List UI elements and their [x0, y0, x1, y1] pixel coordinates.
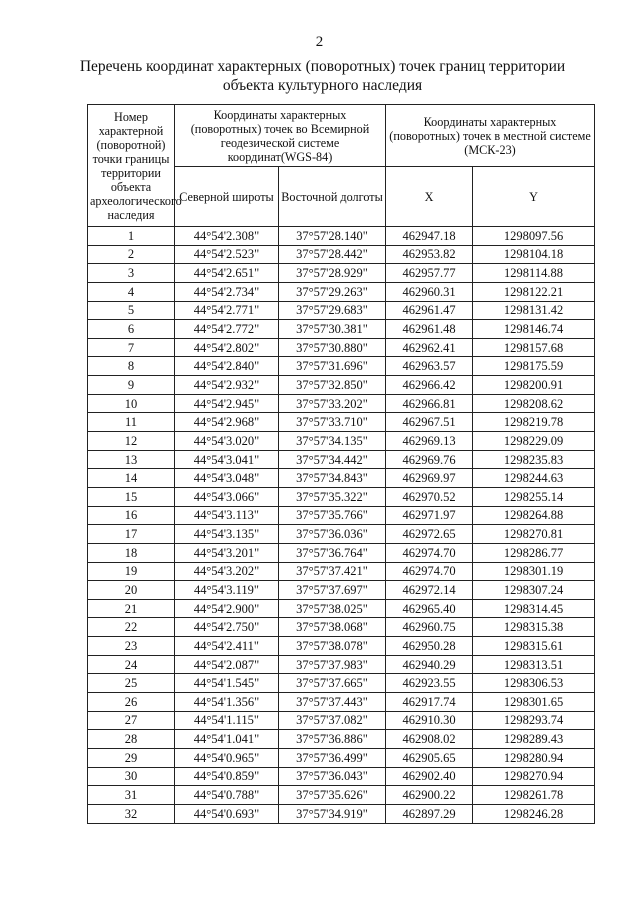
cell-east-longitude: 37°57'35.766" [279, 506, 386, 525]
cell-y: 1298306.53 [473, 674, 595, 693]
cell-point-number: 32 [88, 804, 175, 823]
cell-point-number: 3 [88, 264, 175, 283]
cell-point-number: 6 [88, 320, 175, 339]
table-row [88, 282, 595, 301]
cell-x: 462961.47 [386, 301, 473, 320]
cell-north-latitude: 44°54'0.859" [175, 767, 279, 786]
cell-x: 462947.18 [386, 227, 473, 246]
cell-east-longitude: 37°57'29.263" [279, 282, 386, 301]
cell-y: 1298286.77 [473, 543, 595, 562]
cell-north-latitude: 44°54'2.968" [175, 413, 279, 432]
cell-east-longitude: 37°57'38.025" [279, 599, 386, 618]
cell-east-longitude: 37°57'28.929" [279, 264, 386, 283]
cell-east-longitude: 37°57'36.043" [279, 767, 386, 786]
table-row [88, 469, 595, 488]
cell-x: 462962.41 [386, 338, 473, 357]
table-row [88, 748, 595, 767]
table-row [88, 543, 595, 562]
cell-east-longitude: 37°57'31.696" [279, 357, 386, 376]
cell-east-longitude: 37°57'37.983" [279, 655, 386, 674]
cell-north-latitude: 44°54'1.041" [175, 730, 279, 749]
cell-north-latitude: 44°54'1.545" [175, 674, 279, 693]
cell-point-number: 8 [88, 357, 175, 376]
cell-east-longitude: 37°57'33.710" [279, 413, 386, 432]
cell-north-latitude: 44°54'2.932" [175, 376, 279, 395]
cell-point-number: 24 [88, 655, 175, 674]
header-msk23-group: Координаты характерных (поворотных) точек в местной системе (МСК-23) [386, 105, 595, 167]
cell-x: 462905.65 [386, 748, 473, 767]
cell-east-longitude: 37°57'30.381" [279, 320, 386, 339]
cell-x: 462950.28 [386, 637, 473, 656]
cell-x: 462908.02 [386, 730, 473, 749]
cell-north-latitude: 44°54'3.135" [175, 525, 279, 544]
cell-north-latitude: 44°54'3.119" [175, 581, 279, 600]
cell-x: 462974.70 [386, 543, 473, 562]
cell-point-number: 10 [88, 394, 175, 413]
cell-east-longitude: 37°57'37.665" [279, 674, 386, 693]
cell-x: 462923.55 [386, 674, 473, 693]
cell-north-latitude: 44°54'3.048" [175, 469, 279, 488]
table-row [88, 264, 595, 283]
cell-north-latitude: 44°54'2.750" [175, 618, 279, 637]
cell-north-latitude: 44°54'2.651" [175, 264, 279, 283]
header-point-number: Номер характерной (поворотной) точки границы территории объекта археологического наследия [88, 105, 175, 227]
cell-y: 1298314.45 [473, 599, 595, 618]
table-row [88, 711, 595, 730]
table-row [88, 487, 595, 506]
table-row [88, 301, 595, 320]
document-title [60, 57, 585, 95]
cell-north-latitude: 44°54'2.308" [175, 227, 279, 246]
cell-y: 1298313.51 [473, 655, 595, 674]
cell-x: 462963.57 [386, 357, 473, 376]
cell-east-longitude: 37°57'37.421" [279, 562, 386, 581]
cell-y: 1298208.62 [473, 394, 595, 413]
cell-y: 1298280.94 [473, 748, 595, 767]
cell-east-longitude: 37°57'37.697" [279, 581, 386, 600]
cell-north-latitude: 44°54'3.041" [175, 450, 279, 469]
cell-point-number: 18 [88, 543, 175, 562]
cell-east-longitude: 37°57'36.036" [279, 525, 386, 544]
page-number: 2 [315, 34, 324, 50]
cell-y: 1298235.83 [473, 450, 595, 469]
cell-north-latitude: 44°54'3.201" [175, 543, 279, 562]
cell-x: 462970.52 [386, 487, 473, 506]
cell-x: 462966.81 [386, 394, 473, 413]
cell-point-number: 27 [88, 711, 175, 730]
header-east-longitude: Восточной долготы [279, 167, 386, 227]
cell-x: 462902.40 [386, 767, 473, 786]
table-row [88, 357, 595, 376]
cell-north-latitude: 44°54'3.202" [175, 562, 279, 581]
table-row [88, 655, 595, 674]
cell-east-longitude: 37°57'34.135" [279, 432, 386, 451]
cell-east-longitude: 37°57'38.078" [279, 637, 386, 656]
cell-point-number: 15 [88, 487, 175, 506]
cell-x: 462967.51 [386, 413, 473, 432]
cell-y: 1298307.24 [473, 581, 595, 600]
cell-x: 462965.40 [386, 599, 473, 618]
cell-point-number: 17 [88, 525, 175, 544]
cell-north-latitude: 44°54'0.788" [175, 786, 279, 805]
table-row [88, 338, 595, 357]
cell-x: 462966.42 [386, 376, 473, 395]
cell-y: 1298255.14 [473, 487, 595, 506]
cell-north-latitude: 44°54'1.356" [175, 693, 279, 712]
cell-x: 462969.13 [386, 432, 473, 451]
cell-north-latitude: 44°54'0.693" [175, 804, 279, 823]
cell-east-longitude: 37°57'34.843" [279, 469, 386, 488]
cell-point-number: 19 [88, 562, 175, 581]
cell-point-number: 2 [88, 245, 175, 264]
header-y: Y [473, 167, 595, 227]
cell-north-latitude: 44°54'2.411" [175, 637, 279, 656]
cell-y: 1298097.56 [473, 227, 595, 246]
cell-y: 1298246.28 [473, 804, 595, 823]
table-row [88, 804, 595, 823]
cell-y: 1298114.88 [473, 264, 595, 283]
cell-y: 1298270.81 [473, 525, 595, 544]
cell-north-latitude: 44°54'1.115" [175, 711, 279, 730]
cell-north-latitude: 44°54'3.113" [175, 506, 279, 525]
cell-north-latitude: 44°54'3.066" [175, 487, 279, 506]
cell-north-latitude: 44°54'2.802" [175, 338, 279, 357]
table-body [88, 227, 595, 824]
cell-y: 1298264.88 [473, 506, 595, 525]
cell-north-latitude: 44°54'2.734" [175, 282, 279, 301]
cell-x: 462972.14 [386, 581, 473, 600]
table-row [88, 674, 595, 693]
cell-north-latitude: 44°54'2.523" [175, 245, 279, 264]
cell-north-latitude: 44°54'0.965" [175, 748, 279, 767]
cell-point-number: 29 [88, 748, 175, 767]
cell-point-number: 1 [88, 227, 175, 246]
cell-east-longitude: 37°57'35.322" [279, 487, 386, 506]
table-row [88, 562, 595, 581]
cell-east-longitude: 37°57'37.082" [279, 711, 386, 730]
cell-east-longitude: 37°57'34.919" [279, 804, 386, 823]
cell-y: 1298131.42 [473, 301, 595, 320]
cell-north-latitude: 44°54'2.900" [175, 599, 279, 618]
cell-point-number: 31 [88, 786, 175, 805]
cell-x: 462971.97 [386, 506, 473, 525]
cell-y: 1298146.74 [473, 320, 595, 339]
cell-east-longitude: 37°57'37.443" [279, 693, 386, 712]
cell-y: 1298229.09 [473, 432, 595, 451]
cell-east-longitude: 37°57'36.499" [279, 748, 386, 767]
cell-point-number: 9 [88, 376, 175, 395]
cell-east-longitude: 37°57'29.683" [279, 301, 386, 320]
cell-x: 462940.29 [386, 655, 473, 674]
cell-x: 462957.77 [386, 264, 473, 283]
cell-east-longitude: 37°57'36.764" [279, 543, 386, 562]
cell-y: 1298175.59 [473, 357, 595, 376]
header-north-latitude: Северной широты [175, 167, 279, 227]
cell-x: 462917.74 [386, 693, 473, 712]
cell-y: 1298219.78 [473, 413, 595, 432]
cell-y: 1298293.74 [473, 711, 595, 730]
cell-y: 1298315.38 [473, 618, 595, 637]
title-line-1: Перечень координат характерных (поворотных) точек границ территории [79, 58, 566, 75]
table-row [88, 394, 595, 413]
cell-point-number: 5 [88, 301, 175, 320]
table-row [88, 637, 595, 656]
cell-x: 462969.76 [386, 450, 473, 469]
cell-y: 1298200.91 [473, 376, 595, 395]
header-x: X [386, 167, 473, 227]
cell-point-number: 14 [88, 469, 175, 488]
table-row [88, 227, 595, 246]
cell-point-number: 4 [88, 282, 175, 301]
cell-x: 462974.70 [386, 562, 473, 581]
table-row [88, 432, 595, 451]
cell-point-number: 23 [88, 637, 175, 656]
cell-point-number: 30 [88, 767, 175, 786]
cell-y: 1298157.68 [473, 338, 595, 357]
cell-point-number: 16 [88, 506, 175, 525]
table-row [88, 786, 595, 805]
cell-x: 462960.75 [386, 618, 473, 637]
cell-point-number: 26 [88, 693, 175, 712]
cell-point-number: 13 [88, 450, 175, 469]
cell-y: 1298301.19 [473, 562, 595, 581]
cell-point-number: 11 [88, 413, 175, 432]
title-line-2: объекта культурного наследия [222, 77, 423, 94]
cell-point-number: 25 [88, 674, 175, 693]
cell-y: 1298244.63 [473, 469, 595, 488]
cell-y: 1298261.78 [473, 786, 595, 805]
cell-north-latitude: 44°54'2.840" [175, 357, 279, 376]
cell-east-longitude: 37°57'32.850" [279, 376, 386, 395]
table-row [88, 618, 595, 637]
cell-east-longitude: 37°57'28.140" [279, 227, 386, 246]
cell-east-longitude: 37°57'36.886" [279, 730, 386, 749]
table-row [88, 730, 595, 749]
cell-east-longitude: 37°57'28.442" [279, 245, 386, 264]
cell-east-longitude: 37°57'38.068" [279, 618, 386, 637]
cell-north-latitude: 44°54'2.945" [175, 394, 279, 413]
cell-y: 1298301.65 [473, 693, 595, 712]
table-row [88, 767, 595, 786]
table-row [88, 506, 595, 525]
cell-point-number: 22 [88, 618, 175, 637]
table-row [88, 525, 595, 544]
cell-x: 462972.65 [386, 525, 473, 544]
cell-north-latitude: 44°54'2.771" [175, 301, 279, 320]
cell-y: 1298122.21 [473, 282, 595, 301]
table-row [88, 376, 595, 395]
cell-east-longitude: 37°57'35.626" [279, 786, 386, 805]
cell-point-number: 20 [88, 581, 175, 600]
cell-north-latitude: 44°54'2.772" [175, 320, 279, 339]
cell-point-number: 12 [88, 432, 175, 451]
cell-y: 1298270.94 [473, 767, 595, 786]
cell-y: 1298315.61 [473, 637, 595, 656]
cell-point-number: 28 [88, 730, 175, 749]
cell-x: 462910.30 [386, 711, 473, 730]
cell-x: 462969.97 [386, 469, 473, 488]
cell-x: 462961.48 [386, 320, 473, 339]
cell-x: 462960.31 [386, 282, 473, 301]
cell-y: 1298289.43 [473, 730, 595, 749]
cell-x: 462953.82 [386, 245, 473, 264]
table-row [88, 693, 595, 712]
table-row [88, 599, 595, 618]
coordinates-table [87, 104, 595, 824]
table-row [88, 450, 595, 469]
cell-x: 462900.22 [386, 786, 473, 805]
cell-east-longitude: 37°57'34.442" [279, 450, 386, 469]
cell-point-number: 7 [88, 338, 175, 357]
table-row [88, 413, 595, 432]
cell-x: 462897.29 [386, 804, 473, 823]
table-row [88, 245, 595, 264]
cell-y: 1298104.18 [473, 245, 595, 264]
table-row [88, 581, 595, 600]
cell-east-longitude: 37°57'30.880" [279, 338, 386, 357]
header-wgs84-group: Координаты характерных (поворотных) точек во Всемирной геодезической системе координат(WGS-84) [175, 105, 386, 167]
table-row [88, 320, 595, 339]
cell-north-latitude: 44°54'2.087" [175, 655, 279, 674]
cell-east-longitude: 37°57'33.202" [279, 394, 386, 413]
cell-north-latitude: 44°54'3.020" [175, 432, 279, 451]
cell-point-number: 21 [88, 599, 175, 618]
